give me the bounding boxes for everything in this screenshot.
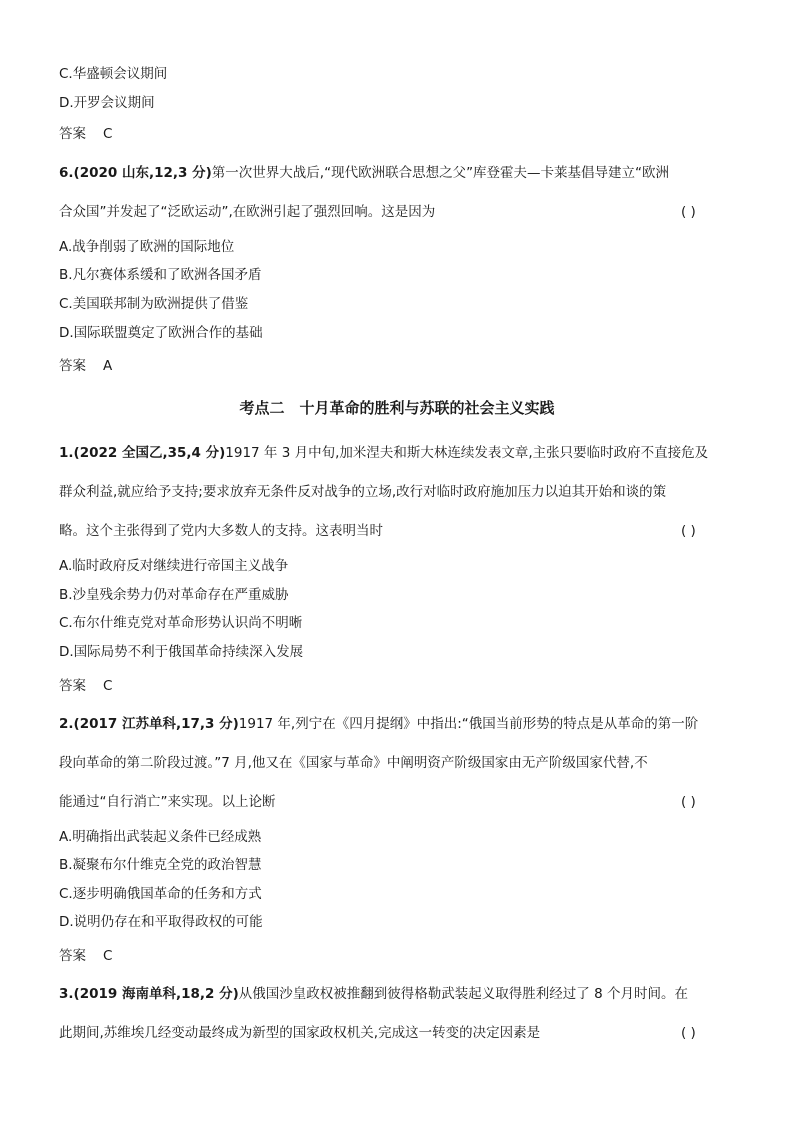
- question-1-line-2: 群众利益,就应给予支持;要求放弃无条件反对战争的立场,改行对临时政府施加压力以迫其开始和谈的策: [59, 484, 667, 500]
- question-2-line-1: [59, 715, 698, 733]
- answer-value: C: [103, 126, 113, 142]
- question-stem: 从俄国沙皇政权被推翻到彼得格勒武装起义取得胜利经过了 8 个月时间。在: [238, 986, 688, 1002]
- option-a: A.临时政府反对继续进行帝国主义战争: [59, 558, 289, 574]
- answer-line: [59, 125, 112, 143]
- question-source: 1.(2022 全国乙,35,4 分): [59, 445, 226, 461]
- option-c: C.美国联邦制为欧洲提供了借鉴: [59, 296, 249, 312]
- option-d: D.国际联盟奠定了欧洲合作的基础: [59, 325, 263, 341]
- question-source: 2.(2017 江苏单科,17,3 分): [59, 716, 239, 732]
- option-b: B.凡尔赛体系缓和了欧洲各国矛盾: [59, 267, 262, 283]
- answer-line: [59, 357, 112, 375]
- answer-label: 答案: [59, 126, 86, 142]
- answer-line: [59, 677, 112, 695]
- option-c: C.逐步明确俄国革命的任务和方式: [59, 886, 262, 902]
- question-2-line-2: 段向革命的第二阶段过渡。”7 月,他又在《国家与革命》中阐明资产阶级国家由无产阶级国家代替,不: [59, 755, 648, 771]
- question-6-line-1: [59, 164, 669, 182]
- answer-label: 答案: [59, 358, 86, 374]
- answer-parentheses: ( ): [681, 204, 696, 220]
- question-1-line-1: [59, 444, 708, 462]
- option-d: D.开罗会议期间: [59, 95, 155, 111]
- question-3-line-2: 此期间,苏维埃几经变动最终成为新型的国家政权机关,完成这一转变的决定因素是: [59, 1025, 541, 1041]
- question-stem: 1917 年,列宁在《四月提纲》中指出:“俄国当前形势的特点是从革命的第一阶: [238, 716, 699, 732]
- option-a: A.战争削弱了欧洲的国际地位: [59, 239, 235, 255]
- question-1-line-3: 略。这个主张得到了党内大多数人的支持。这表明当时: [59, 523, 383, 539]
- option-b: B.沙皇残余势力仍对革命存在严重威胁: [59, 587, 289, 603]
- answer-line: [59, 947, 112, 965]
- question-stem: 第一次世界大战后,“现代欧洲联合思想之父”库登霍夫—卡莱基倡导建立“欧洲: [211, 165, 670, 181]
- answer-parentheses: ( ): [681, 1025, 696, 1041]
- option-d: D.说明仍存在和平取得政权的可能: [59, 914, 263, 930]
- answer-value: C: [103, 678, 113, 694]
- answer-parentheses: ( ): [681, 794, 696, 810]
- option-b: B.凝聚布尔什维克全党的政治智慧: [59, 857, 262, 873]
- question-source: 6.(2020 山东,12,3 分): [59, 165, 212, 181]
- answer-label: 答案: [59, 948, 86, 964]
- answer-value: C: [103, 948, 113, 964]
- question-source: 3.(2019 海南单科,18,2 分): [59, 986, 239, 1002]
- answer-value: A: [103, 358, 113, 374]
- option-a: A.明确指出武装起义条件已经成熟: [59, 829, 262, 845]
- section-title: 考点二 十月革命的胜利与苏联的社会主义实践: [239, 399, 555, 417]
- option-c: C.布尔什维克党对革命形势认识尚不明晰: [59, 615, 303, 631]
- answer-parentheses: ( ): [681, 523, 696, 539]
- question-6-line-2: 合众国”并发起了“泛欧运动”,在欧洲引起了强烈回响。这是因为: [59, 204, 436, 220]
- answer-label: 答案: [59, 678, 86, 694]
- option-c: C.华盛顿会议期间: [59, 66, 168, 82]
- question-2-line-3: 能通过“自行消亡”来实现。以上论断: [59, 794, 276, 810]
- option-d: D.国际局势不利于俄国革命持续深入发展: [59, 644, 304, 660]
- question-stem: 1917 年 3 月中旬,加米涅夫和斯大林连续发表文章,主张只要临时政府不直接危及: [225, 445, 709, 461]
- question-3-line-1: [59, 985, 688, 1003]
